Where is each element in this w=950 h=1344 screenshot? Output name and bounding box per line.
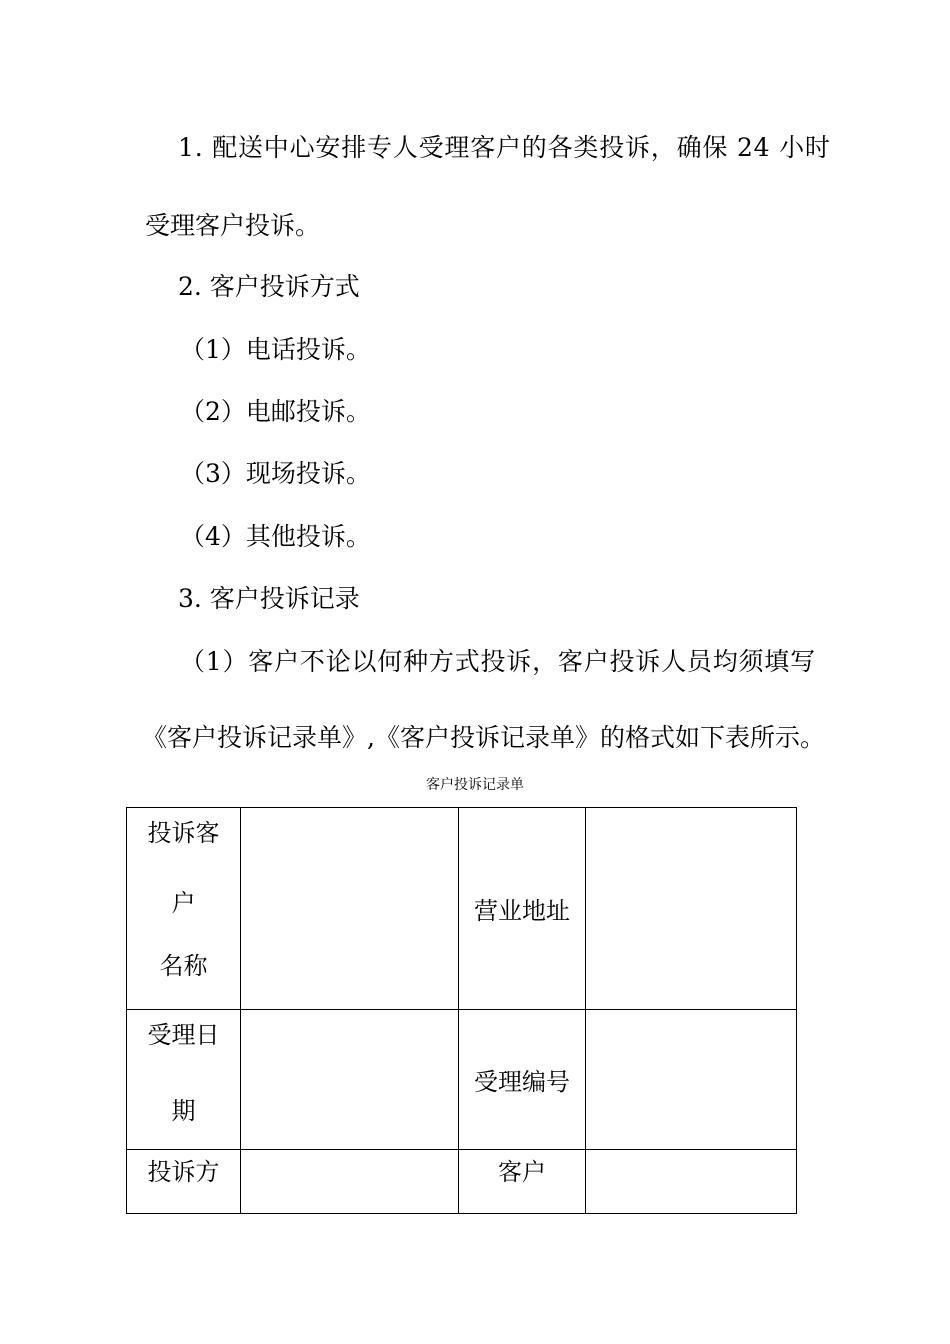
complaint-method-label [127, 1150, 241, 1214]
list-item: （1）电话投诉。 [180, 335, 371, 364]
list-item: （3）现场投诉。 [180, 459, 371, 488]
label-line: 客户 [498, 1158, 546, 1186]
paragraph-3-line-2: 《客户投诉记录单》,《客户投诉记录单》的格式如下表所示。 [142, 723, 825, 752]
complaint-method-value[interactable] [241, 1150, 459, 1214]
label-line: 名称 [159, 952, 208, 980]
label-line: 受理日 [147, 1021, 220, 1049]
business-address-value[interactable] [586, 808, 797, 1010]
acceptance-date-value[interactable] [241, 1010, 459, 1150]
list-item: （4）其他投诉。 [180, 522, 371, 551]
paragraph-1-line-1: 1. 配送中心安排专人受理客户的各类投诉，确保 24 小时 [178, 133, 831, 162]
business-address-label: 营业地址 [459, 808, 586, 1010]
table-row [127, 1010, 797, 1150]
section-3-heading: 3. 客户投诉记录 [178, 584, 360, 613]
label-line: 投诉客 [147, 819, 220, 847]
label-line: 期 [171, 1097, 196, 1125]
acceptance-number-label: 受理编号 [459, 1010, 586, 1150]
acceptance-number-value[interactable] [586, 1010, 797, 1150]
table-caption: 客户投诉记录单 [426, 777, 524, 793]
paragraph-1-line-2: 受理客户投诉。 [145, 211, 321, 240]
label-line: 户 [171, 889, 196, 917]
complaint-customer-name-label [127, 808, 241, 1010]
complaint-record-table [126, 807, 797, 1214]
table-row [127, 1150, 797, 1214]
label-line: 投诉方 [147, 1158, 220, 1186]
list-item: （2）电邮投诉。 [180, 397, 371, 426]
customer-label [459, 1150, 586, 1214]
acceptance-date-label [127, 1010, 241, 1150]
paragraph-3-line-1: （1）客户不论以何种方式投诉，客户投诉人员均须填写 [180, 647, 816, 676]
complaint-customer-name-value[interactable] [241, 808, 459, 1010]
customer-value[interactable] [586, 1150, 797, 1214]
section-2-heading: 2. 客户投诉方式 [178, 272, 360, 301]
table-row [127, 808, 797, 1010]
